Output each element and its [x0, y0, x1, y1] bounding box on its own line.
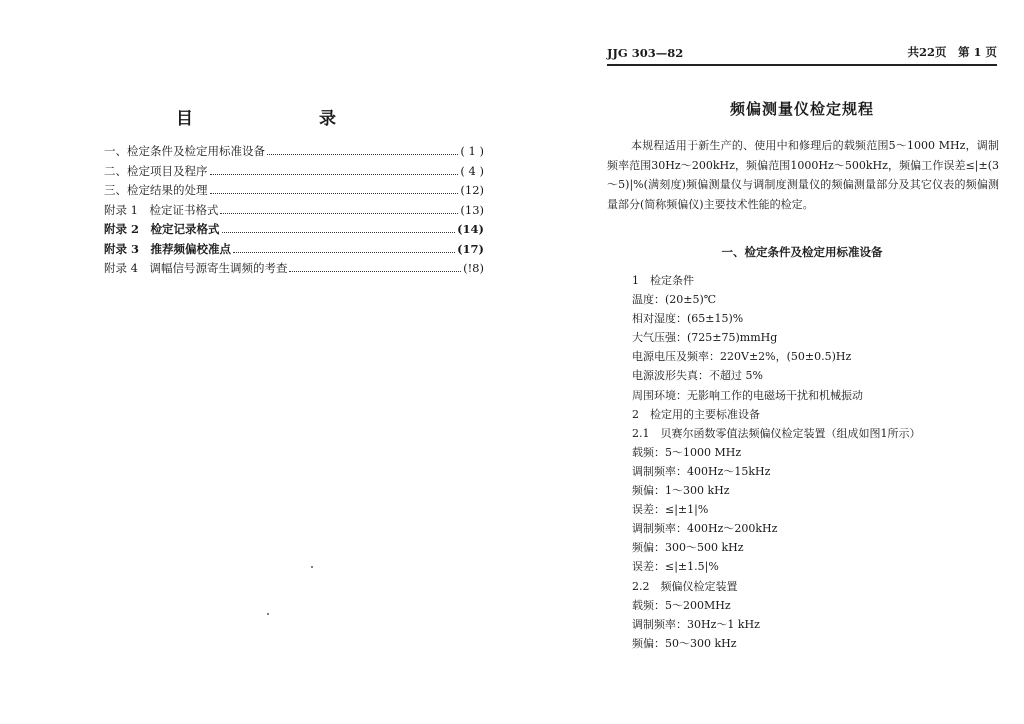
spec-line: 相对湿度：(65±15)%: [632, 312, 744, 326]
spec-line: 1 检定条件: [632, 274, 694, 287]
toc-leader-dots: [289, 263, 461, 272]
toc-entry[interactable]: [104, 221, 484, 241]
spec-line: 载频：5～200MHz: [632, 598, 731, 612]
toc-leader-dots: [210, 166, 459, 175]
spec-line: 2 检定用的主要标准设备: [632, 407, 760, 421]
toc-entry-label: 三、检定结果的处理: [104, 183, 208, 197]
page-count: 共22页 第 1 页: [907, 45, 997, 59]
toc-entry[interactable]: [104, 143, 484, 163]
spec-line: 2.1 贝赛尔函数零值法频偏仪检定装置（组成如图1所示）: [632, 426, 921, 440]
spec-line: 频偏：1～300 kHz: [632, 484, 730, 498]
toc-entry[interactable]: [104, 163, 484, 183]
toc-leader-dots: [222, 224, 456, 233]
spec-line: 大气压强：(725±75)mmHg: [632, 331, 778, 345]
right-page: [512, 0, 1024, 724]
spec-list: [632, 271, 992, 653]
toc-list: [104, 143, 484, 280]
toc-entry-page: (12): [460, 183, 484, 197]
toc-leader-dots: [210, 185, 459, 194]
toc-leader-dots: [233, 244, 455, 253]
spec-line: 调制频率：400Hz～15kHz: [632, 464, 771, 478]
spec-line: 调制频率：30Hz～1 kHz: [632, 617, 760, 631]
toc-entry-page: (17): [457, 241, 484, 256]
spec-line: 误差：≤|±1.5|%: [632, 560, 719, 574]
toc-entry-label: 二、检定项目及程序: [104, 163, 208, 178]
scan-speck: [267, 613, 269, 615]
toc-entry-label: 一、检定条件及检定用标准设备: [104, 144, 265, 158]
spec-line: 频偏：50～300 kHz: [632, 636, 737, 650]
spec-line: 调制频率：400Hz～200kHz: [632, 522, 778, 536]
scan-speck: [311, 566, 313, 568]
toc-entry-page: ( 1 ): [460, 144, 484, 158]
spec-line: 周围环境：无影响工作的电磁场干扰和机械振动: [632, 388, 863, 402]
spec-line: 电源波形失真：不超过 5%: [632, 369, 763, 383]
spec-line: 频偏：300～500 kHz: [632, 541, 744, 555]
toc-entry-page: ( 4 ): [460, 163, 484, 178]
spec-line: 温度：(20±5)℃: [632, 293, 717, 307]
page-header: [607, 44, 997, 66]
toc-entry-label: 附录 4 调幅信号源寄生调频的考查: [104, 261, 288, 275]
section-heading: 一、检定条件及检定用标准设备: [721, 245, 883, 259]
toc-entry[interactable]: [104, 241, 484, 261]
standard-code: JJG 303—82: [607, 46, 684, 60]
toc-entry-label: 附录 3 推荐频偏校准点: [104, 241, 232, 256]
toc-entry-label: 附录 2 检定记录格式: [104, 222, 220, 236]
spec-line: 电源电压及频率：220V±2%，(50±0.5)Hz: [632, 350, 852, 364]
intro-paragraph: 本规程适用于新生产的、使用中和修理后的载频范围5～1000 MHz，调制频率范围30Hz～200kHz，频偏范围1000Hz～500kHz，频偏工作误差≤|±(3～5)|%(满刻度)频偏测量仪与调制度测量仪的频偏测量部分及其它仪表的频偏测量部分(简称频偏仪)主要技术性能的检定。: [607, 139, 999, 211]
toc-entry[interactable]: [104, 202, 484, 222]
toc-entry[interactable]: [104, 182, 484, 202]
toc-entry-page: (14): [457, 222, 484, 236]
toc-entry-page: (13): [460, 202, 484, 217]
toc-entry[interactable]: [104, 260, 484, 280]
toc-entry-label: 附录 1 检定证书格式: [104, 202, 219, 217]
toc-leader-dots: [220, 205, 458, 214]
spec-line: 误差：≤|±1|%: [632, 503, 709, 517]
document-title: 频偏测量仪检定规程: [729, 100, 874, 118]
spec-line: 载频：5～1000 MHz: [632, 445, 742, 459]
toc-title: 目 录: [176, 109, 396, 129]
spec-line: 2.2 频偏仪检定装置: [632, 579, 738, 593]
toc-entry-page: (!8): [463, 261, 484, 275]
toc-leader-dots: [267, 146, 458, 155]
